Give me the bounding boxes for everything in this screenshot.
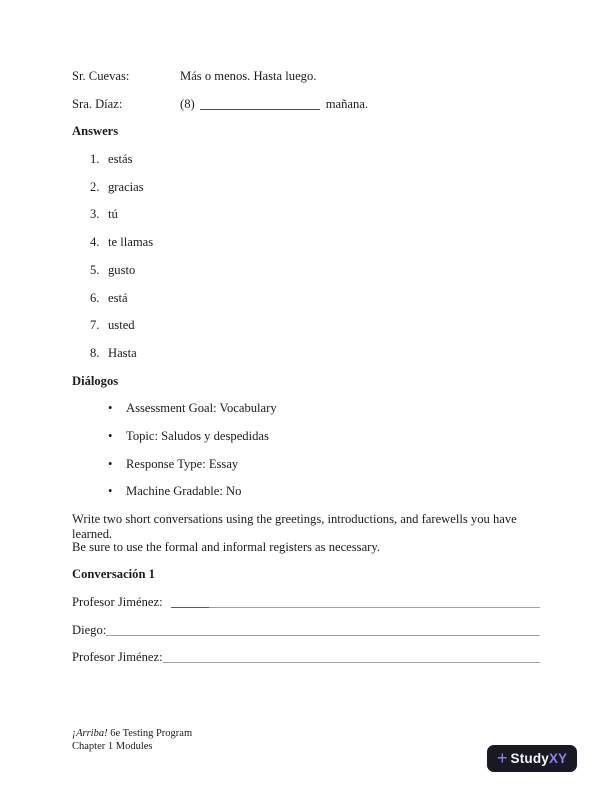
answer-number: 5.: [90, 262, 100, 277]
answer-number: 8.: [90, 345, 100, 360]
conversation-line: [72, 595, 540, 623]
answers-heading: Answers: [72, 124, 119, 139]
blank-suffix-text: mañana.: [325, 96, 368, 111]
answer-blank-segment: [171, 595, 209, 608]
conversation-speaker: Profesor Jiménez:: [72, 595, 166, 610]
answer-number: 6.: [90, 290, 100, 305]
page-content: [72, 69, 540, 678]
bullet-item: [72, 457, 540, 485]
conversation-line: [72, 623, 540, 651]
dialogue-row: [72, 69, 540, 97]
bullet-icon: •: [108, 484, 113, 499]
dialogue-row: [72, 97, 540, 125]
answer-number: 1.: [90, 152, 100, 167]
answer-blank-line: [163, 650, 540, 663]
bullet-item: [72, 401, 540, 429]
conversation-line: [72, 650, 540, 678]
bullet-text: Machine Gradable: No: [126, 484, 242, 499]
answer-number: 4.: [90, 235, 100, 250]
answer-text: gracias: [108, 179, 144, 194]
answer-text: está: [108, 290, 128, 305]
answer-item: [72, 346, 540, 374]
answer-number: 7.: [90, 318, 100, 333]
bullet-text: Response Type: Essay: [126, 456, 239, 471]
answer-item: [72, 291, 540, 319]
answer-item: [72, 235, 540, 263]
instruction-line: Write two short conversations using the greetings, introductions, and farewells you have learned.: [72, 512, 517, 541]
conversation-speaker: Diego:: [72, 622, 107, 637]
answer-item: [72, 263, 540, 291]
conversation1-heading: Conversación 1: [72, 567, 155, 582]
studyxy-logo-badge: [487, 745, 577, 772]
answer-item: [72, 152, 540, 180]
bullet-icon: •: [108, 401, 113, 416]
dialogue-speaker: Sr. Cuevas:: [72, 69, 130, 83]
answer-text: Hasta: [108, 345, 137, 360]
bullet-item: [72, 429, 540, 457]
bullet-icon: •: [108, 456, 113, 471]
answer-blank-line: [209, 595, 540, 608]
logo-text-xy: XY: [549, 750, 568, 766]
answer-text: te llamas: [108, 235, 154, 250]
answer-number: 3.: [90, 207, 100, 222]
footer-chapter: Chapter 1 Modules: [72, 740, 153, 752]
answer-text: estás: [108, 152, 133, 167]
answer-blank-line: [106, 623, 540, 636]
instruction-line: Be sure to use the formal and informal registers as necessary.: [72, 539, 380, 554]
plus-icon: +: [496, 747, 508, 768]
dialogue-text: Más o menos. Hasta luego.: [180, 69, 317, 83]
footer-book-title: ¡Arriba!: [72, 728, 108, 739]
bullet-text: Assessment Goal: Vocabulary: [126, 401, 277, 416]
blank-number-label: (8): [180, 96, 195, 111]
conversation-speaker: Profesor Jiménez:: [72, 650, 163, 665]
answer-text: gusto: [108, 262, 136, 277]
answer-item: [72, 207, 540, 235]
bullet-item: [72, 484, 540, 512]
logo-wordmark: [510, 750, 567, 768]
answer-text: tú: [108, 207, 118, 222]
logo-text-study: Study: [510, 750, 549, 766]
fill-in-blank-line: [200, 97, 320, 110]
answer-item: [72, 180, 540, 208]
bullet-icon: •: [108, 428, 113, 443]
bullet-text: Topic: Saludos y despedidas: [126, 428, 269, 443]
dialogue-blank-line: [180, 97, 540, 112]
footer-program-title: [72, 728, 192, 741]
page-footer: [72, 728, 192, 753]
answer-item: [72, 318, 540, 346]
dialogos-heading: Diálogos: [72, 373, 119, 388]
answer-number: 2.: [90, 179, 100, 194]
dialogue-speaker: Sra. Díaz:: [72, 96, 123, 111]
footer-program-rest: 6e Testing Program: [107, 728, 193, 739]
answer-text: usted: [108, 318, 135, 333]
